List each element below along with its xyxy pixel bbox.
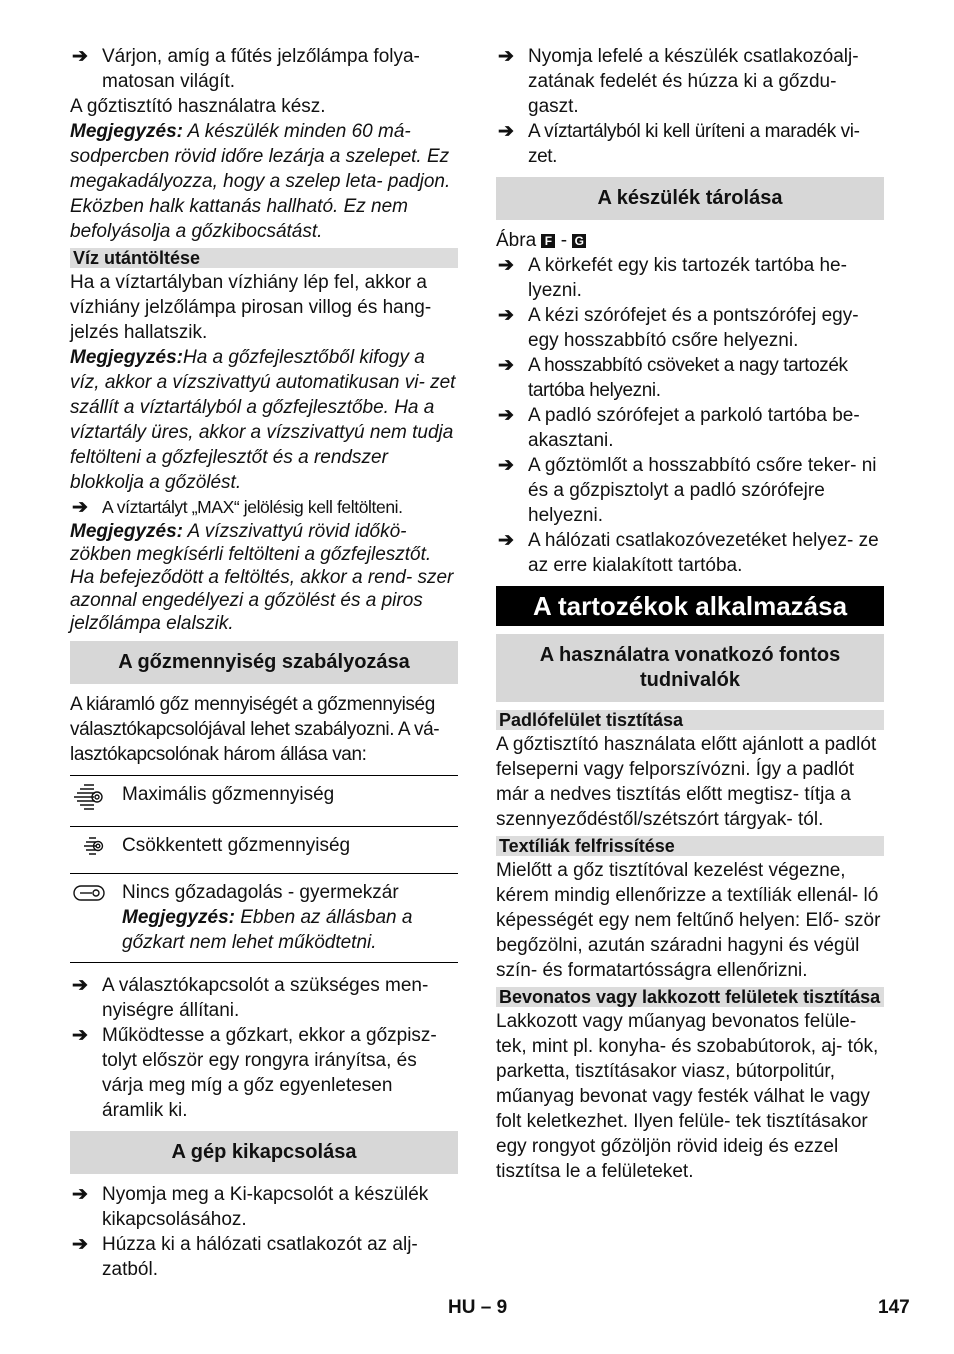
list-item: ➔ A hosszabbító csöveket a nagy tartozék tartóba helyezni.	[498, 355, 848, 401]
arrow-right-icon: ➔	[72, 1184, 88, 1205]
chapter-title: A tartozékok alkalmazása	[496, 586, 884, 626]
list-item: ➔ Nyomja meg a Ki-kapcsolót a készülék kikapcsolásához.	[72, 1184, 429, 1230]
note: Megjegyzés: A készülék minden 60 má- sodpercben rövid időre lezárja a szelepet. Ez megakadályozza, hogy a szelep leta- padjon. Eközben halk kattanás hallható. Ez nem befolyásolja a gőzkibocsátást.	[70, 121, 451, 242]
steam-level-none: Nincs gőzadagolás - gyermekzár	[122, 882, 399, 903]
list-item: ➔ A hálózati csatlakozóvezetéket helyez- ze az erre kialakított tartóba.	[498, 530, 879, 576]
list-item: ➔ A víztartályt „MAX“ jelölésig kell feltölteni.	[72, 497, 403, 518]
note: Megjegyzés: Ebben az állásban a gőzkart nem lehet működtetni.	[122, 907, 413, 953]
steam-level-reduced: Csökkentett gőzmennyiség	[122, 827, 458, 874]
steam-levels-table	[70, 775, 458, 963]
section-heading-refill: Víz utántöltése	[70, 248, 458, 268]
arrow-right-icon: ➔	[498, 46, 514, 67]
subheading-coated: Bevonatos vagy lakkozott felületek tisztítása	[496, 987, 884, 1007]
figure-f-label: F	[541, 234, 555, 248]
arrow-right-icon: ➔	[498, 305, 514, 326]
arrow-right-icon: ➔	[72, 46, 88, 67]
arrow-right-icon: ➔	[498, 455, 514, 476]
floor-text: A gőztisztító használata előtt ajánlott a padlót felseperni vagy felporszívózni. Így a padlót már a nedves tisztítás előtt megtisz- títja a szennyeződéstől/szétszórt tárgyak- tól.	[496, 734, 877, 830]
note: Megjegyzés:Ha a gőzfejlesztőből kifogy a víz, akkor a vízszivattyú automatikusan vi- zet szállít a víztartályból a gőzfejlesztőbe. Ha a víztartály üres, akkor a vízszivattyú nem tudja feltölteni a gőzfejlesztőt és a rendszer blokkolja a gőzölést.	[70, 347, 456, 493]
arrow-right-icon: ➔	[72, 497, 88, 518]
coated-text: Lakkozott vagy műanyag bevonatos felüle- tek, mint pl. konyha- és szobabútorok, aj- tók, parketta, tisztításakor viasz, bútorpolitúr, műanyag bevonat vagy festék válhat le vagy folt keletkezhet. Ilyen felüle- tek tisztításakor egy rongyot gőzöljön rövid ideig és ezzel tisztítsa le a felületeket.	[496, 1011, 879, 1182]
arrow-right-icon: ➔	[72, 975, 88, 996]
table-row	[70, 874, 458, 963]
list-item: ➔ Várjon, amíg a fűtés jelzőlámpa folya- matosan világít.	[72, 46, 420, 92]
table-row	[70, 827, 458, 874]
note: Megjegyzés: A vízszivattyú rövid időkö- zökben megkísérli feltölteni a gőzfejlesztőt. Ha befejeződött a feltöltés, akkor a rend- szer azonnal engedélyezi a gőzölést és a piros jelzőlámpa elalszik.	[70, 521, 454, 634]
arrow-right-icon: ➔	[498, 121, 514, 142]
arrow-right-icon: ➔	[72, 1025, 88, 1046]
list-item: ➔ A padló szórófejet a parkoló tartóba be- akasztani.	[498, 405, 860, 451]
list-item: ➔ A víztartályból ki kell üríteni a maradék vi- zet.	[498, 121, 860, 167]
subheading-floor: Padlófelület tisztítása	[496, 710, 884, 730]
list-item: ➔ A választókapcsolót a szükséges men- nyiségre állítani.	[72, 975, 429, 1021]
section-heading-storage: A készülék tárolása	[496, 177, 884, 220]
max-steam-icon	[70, 782, 108, 812]
list-item: ➔ Húzza ki a hálózati csatlakozót az alj- zatból.	[72, 1234, 418, 1280]
steam-level-max: Maximális gőzmennyiség	[122, 776, 458, 827]
figure-reference: Ábra F - G	[496, 228, 884, 253]
subheading-textile: Textíliák felfrissítése	[496, 836, 884, 856]
no-steam-icon	[70, 880, 108, 906]
section-heading-important: A használatra vonatkozó fontos tudnivalók	[496, 634, 884, 702]
list-item: ➔ A gőztömlőt a hosszabbító csőre teker- ni és a gőzpisztolyt a padló szórófejre helyezni.	[498, 455, 877, 526]
table-row	[70, 776, 458, 827]
list-item: ➔ A kézi szórófejet és a pontszórófej egy- egy hosszabbító csőre helyezni.	[498, 305, 859, 351]
left-column	[70, 44, 458, 1282]
textile-text: Mielőtt a gőz tisztítóval kezelést végezne, kérem mindig ellenőrizze a textíliák ellenál- ló képességét egy nem feltűnő helyen: Elő- ször begőzölni, azután száradni hagyni és végül szín- és formatartósságra ellenőrizni.	[496, 860, 881, 981]
figure-g-label: G	[572, 234, 586, 248]
arrow-right-icon: ➔	[498, 530, 514, 551]
ready-text: A gőztisztító használatra kész.	[70, 96, 326, 117]
list-item: ➔ A körkefét egy kis tartozék tartóba he- lyezni.	[498, 255, 847, 301]
reduced-steam-icon	[70, 833, 108, 859]
steam-intro: A kiáramló gőz mennyiségét a gőzmennyiség választókapcsolójával lehet szabályozni. A vá- lasztókapcsolónak három állása van:	[70, 694, 440, 765]
arrow-right-icon: ➔	[498, 355, 514, 376]
arrow-right-icon: ➔	[72, 1234, 88, 1255]
refill-text: Ha a víztartályban vízhiány lép fel, akkor a vízhiány jelzőlámpa pirosan villog és hang- jelzés hallatszik.	[70, 272, 432, 343]
section-heading-switch-off: A gép kikapcsolása	[70, 1131, 458, 1174]
arrow-right-icon: ➔	[498, 255, 514, 276]
arrow-right-icon: ➔	[498, 405, 514, 426]
section-heading-steam: A gőzmennyiség szabályozása	[70, 641, 458, 684]
right-column	[496, 44, 884, 1184]
list-item: ➔ Nyomja lefelé a készülék csatlakozóalj- zatának fedelét és húzza ki a gőzdu- gaszt.	[498, 46, 859, 117]
footer-section: HU – 9	[448, 1297, 508, 1318]
list-item: ➔ Működtesse a gőzkart, ekkor a gőzpisz- tolyt először egy rongyra irányítsa, és várja meg míg a gőz egyenletesen áramlik ki.	[72, 1025, 437, 1121]
page-number: 147	[878, 1297, 910, 1318]
